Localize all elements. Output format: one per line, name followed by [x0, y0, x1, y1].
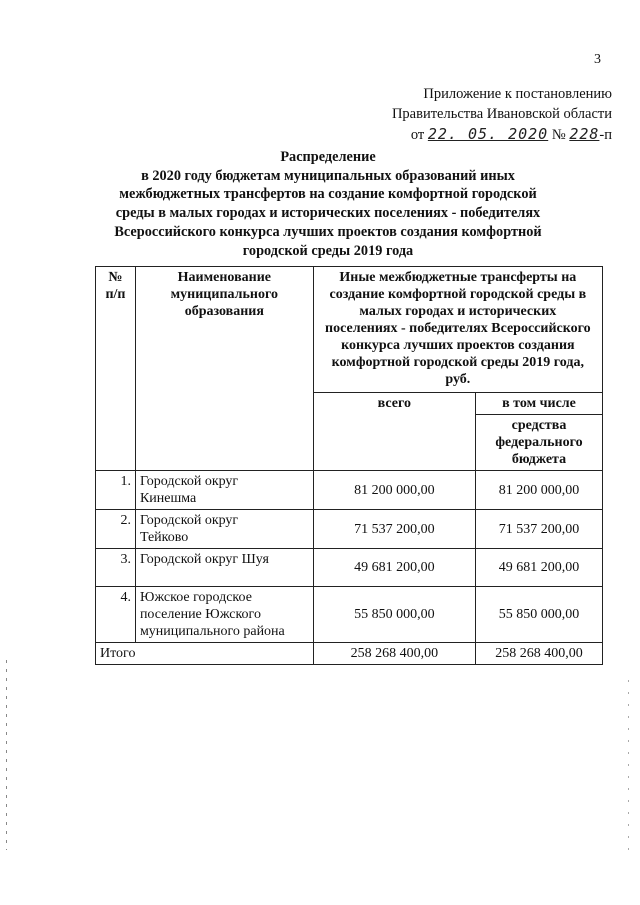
row-total: 71 537 200,00 — [313, 510, 475, 549]
approval-line-2: Правительства Ивановской области — [391, 106, 612, 122]
header-name: Наименование муниципального образования — [135, 267, 313, 471]
table-row — [96, 549, 603, 587]
from-label: от — [410, 127, 425, 143]
table-total-row — [96, 643, 603, 665]
approval-block — [380, 84, 620, 145]
approval-date: 22. 05. 2020 — [427, 125, 549, 143]
row-federal: 71 537 200,00 — [476, 510, 603, 549]
scan-artifact-left — [6, 660, 7, 850]
page-number: 3 — [594, 52, 601, 67]
total-label: Итого — [96, 643, 314, 665]
approval-number: 228 — [569, 125, 600, 143]
row-name: Городской округ Тейково — [135, 510, 313, 549]
row-num: 4. — [96, 587, 136, 643]
title-line: Всероссийского конкурса лучших проектов создания комфортной — [114, 223, 542, 240]
table-row — [96, 510, 603, 549]
header-federal: средства федерального бюджета — [476, 415, 603, 471]
row-federal: 81 200 000,00 — [476, 471, 603, 510]
header-including: в том числе — [476, 393, 603, 415]
row-name: Городской округ Шуя — [135, 549, 313, 587]
number-suffix: -п — [599, 127, 612, 143]
row-num: 3. — [96, 549, 136, 587]
title-heading: Распределение — [280, 149, 376, 165]
header-num: № п/п — [96, 267, 136, 471]
title-line: среды в малых городах и исторических поселениях - победителях — [115, 205, 541, 222]
row-total: 55 850 000,00 — [313, 587, 475, 643]
total-sum: 258 268 400,00 — [313, 643, 475, 665]
document-title — [96, 148, 560, 260]
row-name: Южское городское поселение Южского муниципального района — [135, 587, 313, 643]
row-total: 49 681 200,00 — [313, 549, 475, 587]
row-federal: 55 850 000,00 — [476, 587, 603, 643]
approval-line-1: Приложение к постановлению — [423, 86, 612, 102]
row-num: 2. — [96, 510, 136, 549]
total-federal: 258 268 400,00 — [476, 643, 603, 665]
title-line: в 2020 году бюджетам муниципальных образований иных — [141, 167, 515, 184]
number-label: № — [551, 127, 566, 143]
row-num: 1. — [96, 471, 136, 510]
table-row — [96, 587, 603, 643]
header-transfers: Иные межбюджетные трансферты на создание комфортной городской среды в малых городах и исторических поселениях - победителях Всероссийского конкурса лучших проектов создания комфортной городской среды 2019 года, руб. — [313, 267, 602, 393]
row-total: 81 200 000,00 — [313, 471, 475, 510]
row-federal: 49 681 200,00 — [476, 549, 603, 587]
distribution-table — [95, 266, 603, 665]
scan-artifact-right — [628, 680, 629, 860]
header-total: всего — [313, 393, 475, 471]
title-line: городской среды 2019 года — [242, 242, 414, 259]
title-line: межбюджетных трансфертов на создание комфортной городской — [119, 186, 537, 203]
table-row — [96, 471, 603, 510]
row-name: Городской округ Кинешма — [135, 471, 313, 510]
approval-date-line — [380, 124, 620, 145]
